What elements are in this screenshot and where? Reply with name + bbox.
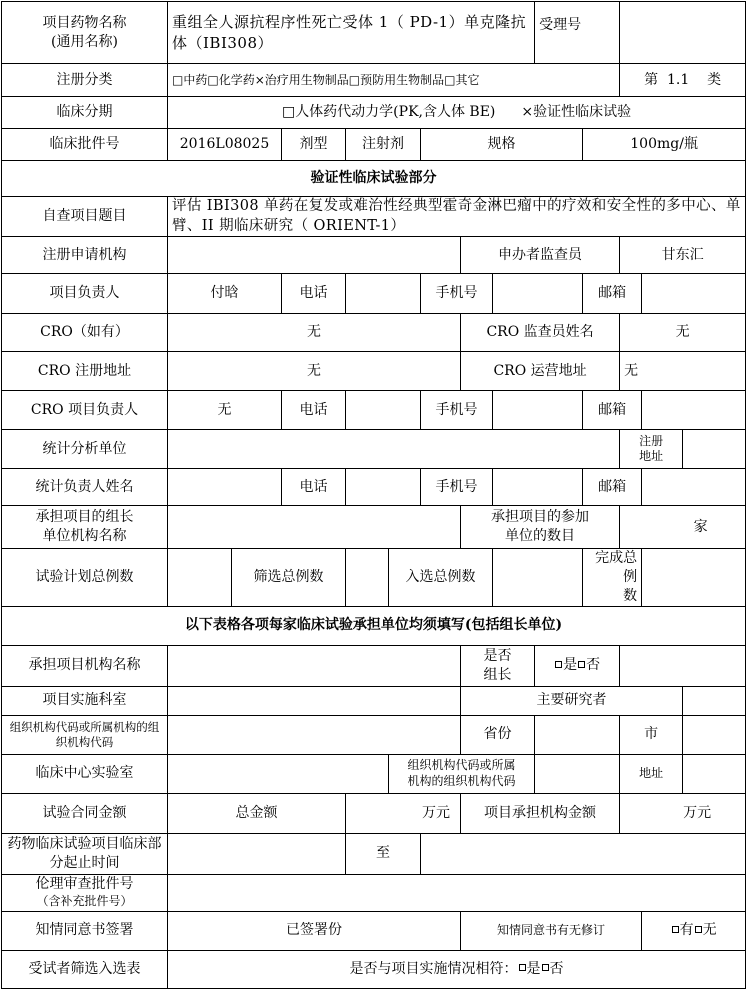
checkbox[interactable]: ×	[521, 104, 534, 121]
cro-monitor-value: 无	[620, 314, 746, 352]
screen-total-label: 筛选总例数	[232, 549, 346, 607]
lead-org-value[interactable]	[168, 506, 461, 549]
spec-label: 规格	[421, 129, 583, 161]
period-label: 药物临床试验项目临床部分起止时间	[2, 833, 168, 874]
ethics-value[interactable]	[168, 874, 746, 911]
dosage-label: 剂型	[282, 129, 346, 161]
total-amount-label: 总金额	[168, 793, 346, 833]
period-end[interactable]	[421, 833, 746, 874]
phone-label: 电话	[282, 391, 346, 430]
reg-addr-label: 注册 地址	[620, 430, 683, 469]
lab-value[interactable]	[168, 754, 389, 793]
email-label: 邮箱	[583, 274, 642, 314]
plan-total-value[interactable]	[168, 549, 232, 607]
province-value[interactable]	[535, 715, 620, 754]
org-code-label: 组织机构代码或所属机构的组织机构代码	[2, 715, 168, 754]
dept-label: 项目实施科室	[2, 686, 168, 715]
reg-class-label: 注册分类	[2, 64, 168, 97]
batch-label: 临床批件号	[2, 129, 168, 161]
phone-value[interactable]	[346, 469, 421, 506]
yes-checkbox[interactable]	[555, 661, 562, 668]
screen-form-match: 是否与项目实施情况相符： 是 否	[168, 950, 746, 988]
section-title-units: 以下表格各项每家临床试验承担单位均须填写(包括组长单位)	[2, 606, 746, 645]
reg-class-options: □中药□化学药×治疗用生物制品□预防用生物制品□其它	[168, 64, 620, 97]
province-label: 省份	[461, 715, 535, 754]
drug-name-label: 项目药物名称 (通用名称)	[2, 2, 168, 64]
lab-org-code-label: 组织机构代码或所属 机构的组织机构代码	[389, 754, 535, 793]
lab-label: 临床中心实验室	[2, 754, 168, 793]
screen-form-label: 受试者筛选入选表	[2, 950, 168, 988]
is-lead-blank	[620, 645, 746, 686]
cro-pi-value: 无	[168, 391, 282, 430]
main-investigator-label: 主要研究者	[461, 686, 683, 715]
email-value[interactable]	[642, 469, 746, 506]
mobile-label: 手机号	[421, 469, 493, 506]
mobile-value[interactable]	[493, 391, 583, 430]
cro-reg-addr-label: CRO 注册地址	[2, 352, 168, 391]
complete-total-label: 完成总例 数	[583, 549, 642, 607]
applicant-value[interactable]	[168, 237, 461, 274]
pi-label: 项目负责人	[2, 274, 168, 314]
inst-name-label: 承担项目机构名称	[2, 645, 168, 686]
yes-checkbox[interactable]	[519, 964, 526, 971]
consent-rev-options: 有 无	[642, 911, 746, 950]
accept-no-label: 受理号	[535, 2, 620, 64]
email-value[interactable]	[642, 274, 746, 314]
cro-op-addr-label: CRO 运营地址	[461, 352, 620, 391]
phone-value[interactable]	[346, 274, 421, 314]
mobile-value[interactable]	[493, 274, 583, 314]
pi-value: 付晗	[168, 274, 282, 314]
enroll-total-label: 入选总例数	[389, 549, 493, 607]
cro-monitor-label: CRO 监查员姓名	[461, 314, 620, 352]
period-start[interactable]	[168, 833, 346, 874]
cro-value: 无	[168, 314, 461, 352]
consent-label: 知情同意书签署	[2, 911, 168, 950]
phone-label: 电话	[282, 274, 346, 314]
stat-lead-value[interactable]	[168, 469, 282, 506]
dept-value[interactable]	[168, 686, 461, 715]
is-lead-options: 是 否	[535, 645, 620, 686]
to-label: 至	[346, 833, 421, 874]
section-title-verification: 验证性临床试验部分	[2, 161, 746, 197]
applicant-label: 注册申请机构	[2, 237, 168, 274]
phase-label: 临床分期	[2, 97, 168, 129]
address-value[interactable]	[683, 754, 746, 793]
checkbox[interactable]: ×	[254, 72, 265, 87]
lab-org-code-value[interactable]	[535, 754, 620, 793]
is-lead-label: 是否 组长	[461, 645, 535, 686]
ethics-label: 伦理审查批件号 （含补充批件号）	[2, 874, 168, 911]
inst-amount-label: 项目承担机构金额	[461, 793, 620, 833]
consent-rev-label: 知情同意书有无修订	[461, 911, 642, 950]
contract-label: 试验合同金额	[2, 793, 168, 833]
email-value[interactable]	[642, 391, 746, 430]
checkbox[interactable]: □	[172, 72, 184, 87]
phase-options: □人体药代动力学(PK,含人体 BE) ×验证性临床试验	[168, 97, 746, 129]
checkbox[interactable]: □	[348, 72, 361, 87]
complete-total-value[interactable]	[642, 549, 746, 607]
inst-amount-unit: 万元	[620, 793, 746, 833]
phone-label: 电话	[282, 469, 346, 506]
stat-unit-label: 统计分析单位	[2, 430, 168, 469]
checkbox[interactable]: □	[207, 72, 219, 87]
cro-op-addr-value: 无	[620, 352, 746, 391]
city-label: 市	[620, 715, 683, 754]
inst-name-value[interactable]	[168, 645, 461, 686]
city-value[interactable]	[683, 715, 746, 754]
sponsor-monitor-label: 申办者监查员	[461, 237, 620, 274]
checkbox[interactable]: □	[281, 104, 296, 121]
plan-total-label: 试验计划总例数	[2, 549, 168, 607]
accept-no-value[interactable]	[620, 2, 746, 64]
batch-value: 2016L08025	[168, 129, 282, 161]
mobile-label: 手机号	[421, 274, 493, 314]
phone-value[interactable]	[346, 391, 421, 430]
drug-name-value: 重组全人源抗程序性死亡受体 1（ PD-1）单克隆抗体（IBI308）	[168, 2, 535, 64]
dosage-value: 注射剂	[346, 129, 421, 161]
none-checkbox[interactable]	[695, 926, 702, 933]
topic-label: 自查项目题目	[2, 197, 168, 237]
enroll-total-value[interactable]	[493, 549, 583, 607]
cro-pi-label: CRO 项目负责人	[2, 391, 168, 430]
self-check-form	[1, 1, 746, 989]
stat-lead-label: 统计负责人姓名	[2, 469, 168, 506]
screen-total-value[interactable]	[346, 549, 389, 607]
email-label: 邮箱	[583, 391, 642, 430]
lead-org-label: 承担项目的组长 单位机构名称	[2, 506, 168, 549]
org-code-value[interactable]	[168, 715, 461, 754]
num-units-unit: 家	[620, 506, 746, 549]
reg-class-category: 第 1.1 类	[620, 64, 746, 97]
spec-value: 100mg/瓶	[583, 129, 746, 161]
total-amount-unit: 万元	[346, 793, 461, 833]
checkbox[interactable]: □	[444, 72, 456, 87]
main-investigator-value[interactable]	[683, 686, 746, 715]
topic-value: 评估 IBI308 单药在复发或难治性经典型霍奇金淋巴瘤中的疗效和安全性的多中心、单臂、II 期临床研究（ ORIENT-1）	[168, 197, 746, 237]
reg-addr-value[interactable]	[683, 430, 746, 469]
cro-reg-addr-value: 无	[168, 352, 461, 391]
signed-label: 已签署份	[168, 911, 461, 950]
no-checkbox[interactable]	[578, 661, 585, 668]
stat-unit-value[interactable]	[168, 430, 620, 469]
mobile-value[interactable]	[493, 469, 583, 506]
email-label: 邮箱	[583, 469, 642, 506]
cro-label: CRO（如有）	[2, 314, 168, 352]
mobile-label: 手机号	[421, 391, 493, 430]
address-label: 地址	[620, 754, 683, 793]
num-units-label: 承担项目的参加 单位的数目	[461, 506, 620, 549]
no-checkbox[interactable]	[542, 964, 549, 971]
sponsor-monitor-value: 甘东汇	[620, 237, 746, 274]
ethics-sub-label: （含补充批件号）	[36, 893, 133, 908]
have-checkbox[interactable]	[672, 926, 679, 933]
